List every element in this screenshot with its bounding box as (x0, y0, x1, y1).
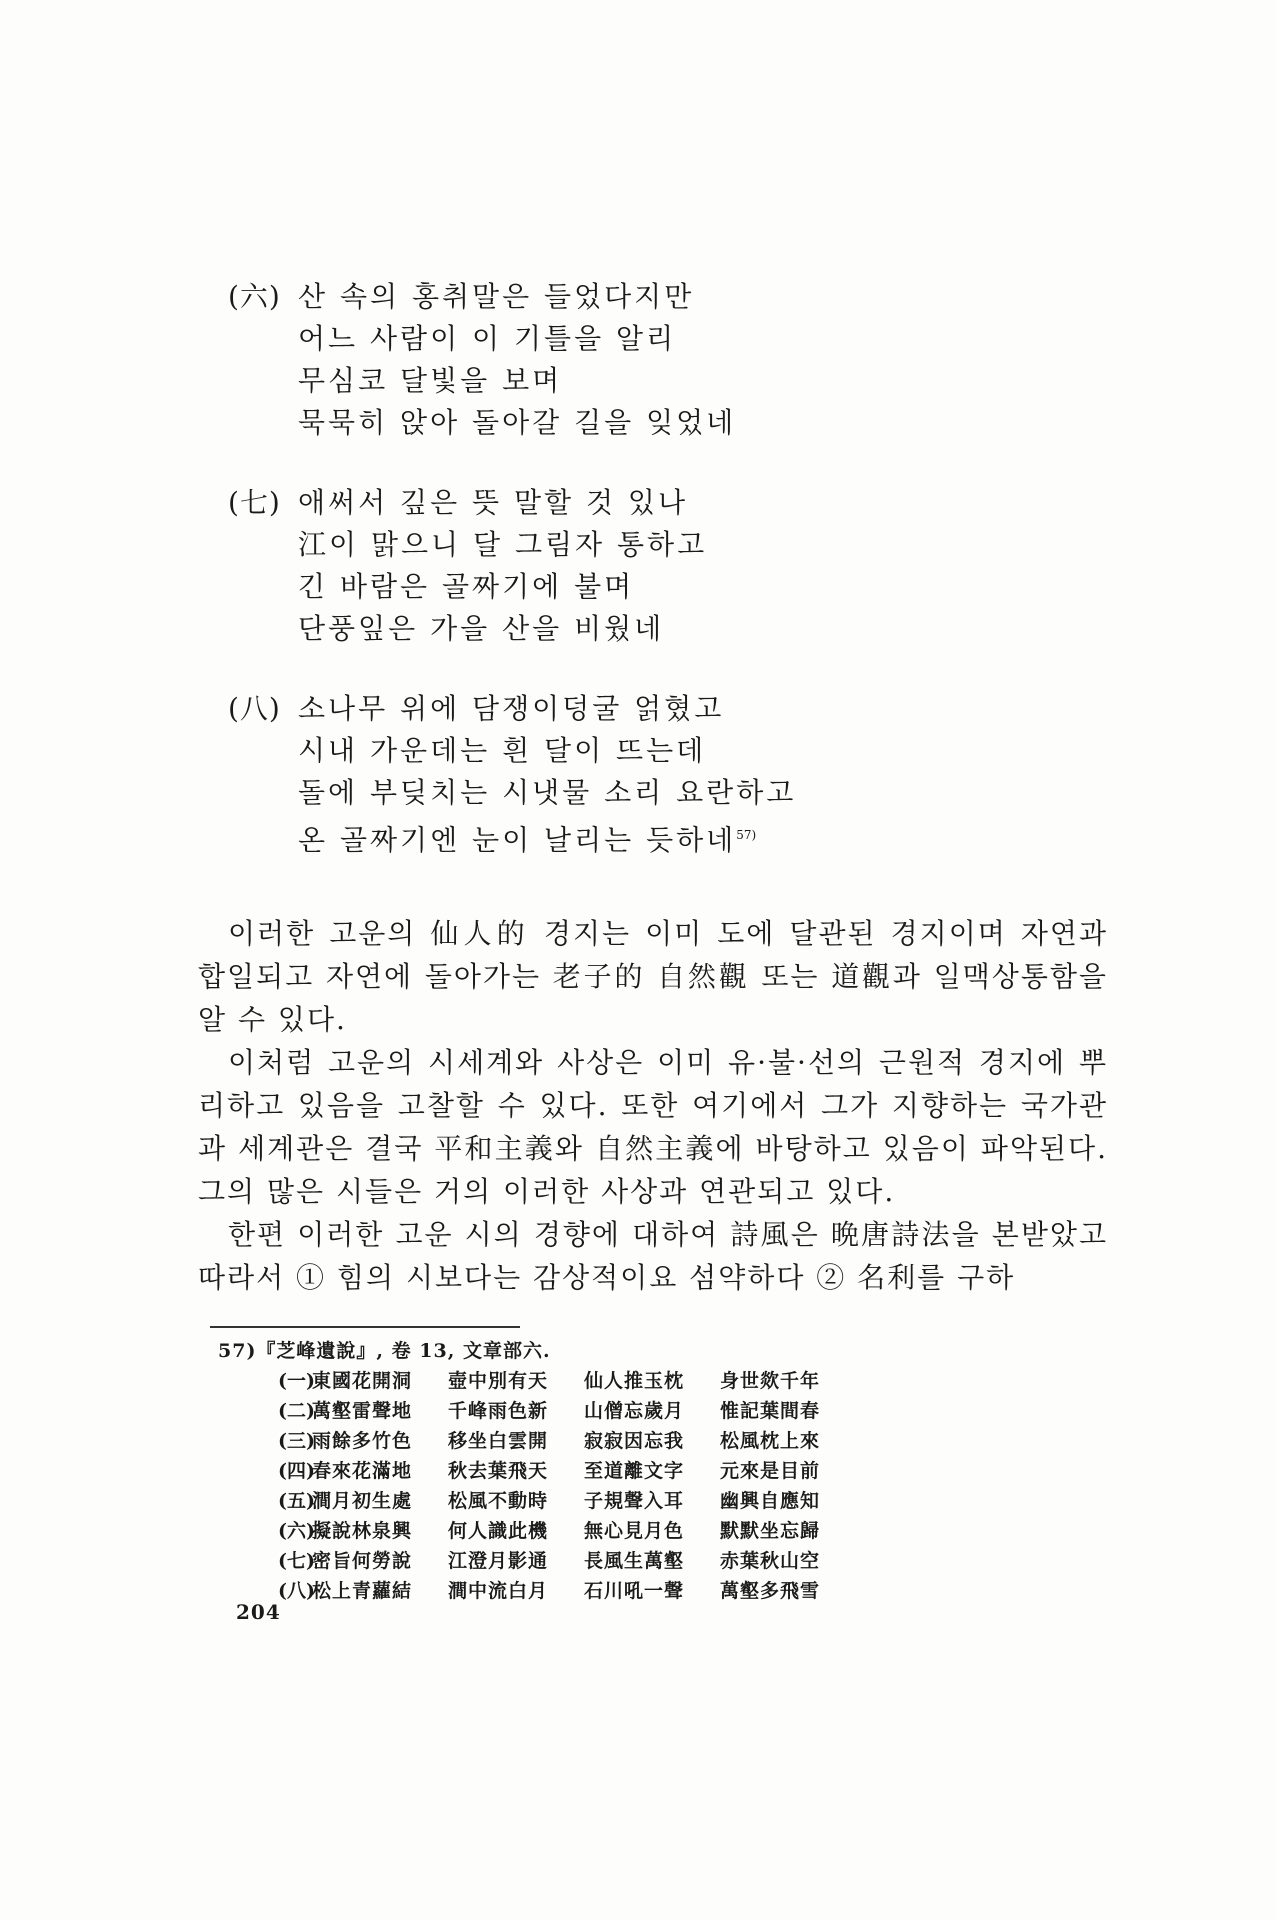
footnote (218, 1336, 1118, 1606)
paragraph: 이러한 고운의 仙人的 경지는 이미 도에 달관된 경지이며 자연과 합일되고 자연에 돌아가는 老子的 自然觀 또는 道觀과 일맥상통함을 알 수 있다. (198, 917, 1108, 1036)
verse-cell: 無心見月色 (584, 1520, 685, 1542)
poem-line: 단풍잎은 가을 산을 비웠네 (298, 612, 665, 645)
poem-line: 긴 바람은 골짜기에 불며 (298, 570, 635, 603)
verse-cell: 何人識此機 (448, 1520, 549, 1542)
verse-cell: 千峰雨色新 (448, 1400, 549, 1422)
poem-line: 江이 맑으니 달 그림자 통하고 (298, 528, 708, 561)
poem-line: 시내 가운데는 흰 달이 뜨는데 (298, 734, 707, 767)
verse-cell: 惟記葉間春 (720, 1400, 821, 1422)
row-label: (一) (278, 1370, 315, 1392)
footnote-poem-row (278, 1426, 1118, 1456)
verse-cell: 身世欻千年 (720, 1370, 821, 1392)
poem-line: 산 속의 홍취말은 들었다지만 (298, 280, 695, 313)
verse-cell: 澗月初生處 (312, 1490, 413, 1512)
poem-line (298, 814, 1128, 861)
stanza-number: (七) (228, 486, 281, 519)
verse-cell: 子規聲入耳 (584, 1490, 685, 1512)
verse-cell: 春來花滿地 (312, 1460, 413, 1482)
footnote-poem-row (278, 1456, 1118, 1486)
verse-cell: 江澄月影通 (448, 1550, 549, 1572)
verse-cell: 寂寂因忘我 (584, 1430, 685, 1452)
footnote-poem-row (278, 1396, 1118, 1426)
stanza-number: (八) (228, 692, 281, 725)
verse-cell: 移坐白雲開 (448, 1430, 549, 1452)
verse-cell: 赤葉秋山空 (720, 1550, 821, 1572)
page-number: 204 (236, 1600, 281, 1624)
verse-cell: 壺中別有天 (448, 1370, 549, 1392)
verse-cell: 澗中流白月 (448, 1580, 549, 1602)
poem-line-text: 온 골짜기엔 눈이 날리는 듯하네 (298, 823, 737, 857)
verse-cell: 萬壑雷聲地 (312, 1400, 413, 1422)
poem-section (228, 276, 1128, 899)
verse-cell: 松風不動時 (448, 1490, 549, 1512)
verse-cell: 石川吼一聲 (584, 1580, 685, 1602)
verse-cell: 秋去葉飛天 (448, 1460, 549, 1482)
row-label: (三) (278, 1430, 315, 1452)
verse-cell: 萬壑多飛雪 (720, 1580, 821, 1602)
verse-cell: 山僧忘歲月 (584, 1400, 685, 1422)
poem-line: 무심코 달빛을 보며 (298, 364, 563, 397)
verse-cell: 東國花開洞 (312, 1370, 413, 1392)
poem-line: 소나무 위에 담쟁이덩굴 얽혔고 (298, 692, 725, 725)
stanza-8 (228, 688, 1128, 861)
poem-line: 돌에 부딪치는 시냇물 소리 요란하고 (298, 776, 797, 809)
verse-cell: 幽興自應知 (720, 1490, 821, 1512)
row-label: (五) (278, 1490, 315, 1512)
row-label: (七) (278, 1550, 315, 1572)
verse-cell: 默默坐忘歸 (720, 1520, 821, 1542)
footnote-citation: 57)『芝峰遺說』, 卷 13, 文章部六. (218, 1340, 551, 1362)
verse-cell: 至道離文字 (584, 1460, 685, 1482)
footnote-poem-row (278, 1516, 1118, 1546)
poem-line: 묵묵히 앉아 돌아갈 길을 잊었네 (298, 406, 737, 439)
paragraph: 이처럼 고운의 시세계와 사상은 이미 유·불·선의 근원적 경지에 뿌리하고 있음을 고찰할 수 있다. 또한 여기에서 그가 지향하는 국가관과 세계관은 결국 平和主義와 自然主義에 바탕하고 있음이 파악된다. 그의 많은 시들은 거의 이러한 사상과 연관되고 있다. (198, 1046, 1108, 1208)
footnote-poem-row (278, 1366, 1118, 1396)
stanza-number: (六) (228, 280, 281, 313)
stanza-6 (228, 276, 1128, 444)
verse-cell: 松風枕上來 (720, 1430, 821, 1452)
row-label: (八) (278, 1580, 315, 1602)
row-label: (六) (278, 1520, 315, 1542)
footnote-reference: 57) (736, 828, 757, 842)
verse-cell: 雨餘多竹色 (312, 1430, 413, 1452)
verse-cell: 松上青蘿結 (312, 1580, 413, 1602)
verse-cell: 密旨何勞說 (312, 1550, 413, 1572)
verse-cell: 仙人推玉枕 (584, 1370, 685, 1392)
verse-cell: 擬說林泉興 (312, 1520, 413, 1542)
footnote-divider (210, 1326, 520, 1328)
footnote-poem-row (278, 1486, 1118, 1516)
verse-cell: 元來是目前 (720, 1460, 821, 1482)
footnote-poem-row (278, 1546, 1118, 1576)
footnote-poem-row (278, 1576, 1118, 1606)
poem-line: 애써서 깊은 뜻 말할 것 있나 (298, 486, 689, 519)
row-label: (二) (278, 1400, 315, 1422)
body-text (198, 912, 1108, 1299)
verse-cell: 長風生萬壑 (584, 1550, 685, 1572)
paragraph: 한편 이러한 고운 시의 경향에 대하여 詩風은 晩唐詩法을 본받았고 따라서 ① 힘의 시보다는 감상적이요 섬약하다 ② 名利를 구하 (198, 1218, 1108, 1294)
stanza-7 (228, 482, 1128, 650)
row-label: (四) (278, 1460, 315, 1482)
poem-line: 어느 사람이 이 기틀을 알리 (298, 322, 677, 355)
